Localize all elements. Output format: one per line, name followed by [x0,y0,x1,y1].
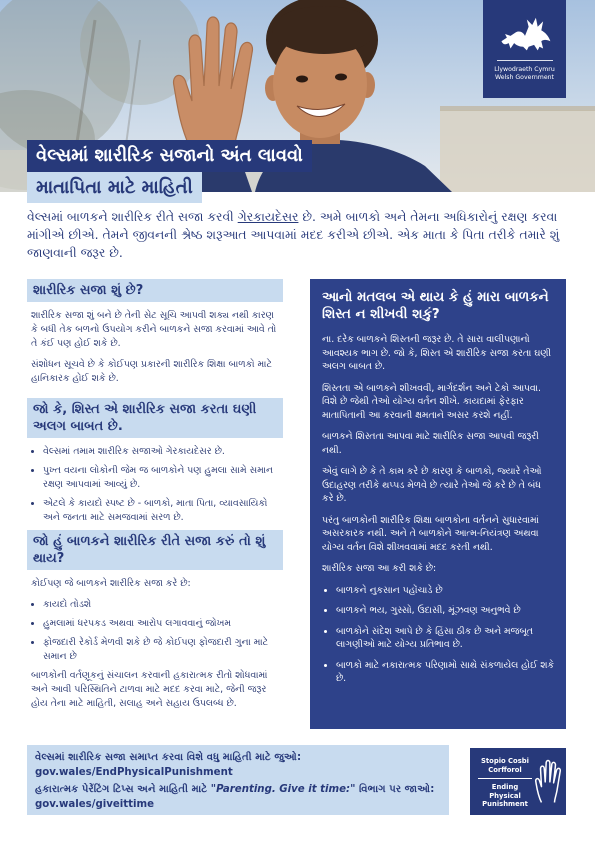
section-heading-what-happens: જો હું બાળકને શારીરિક રીતે સજા કરું તો શું થાય? [27,530,283,570]
tips-row [35,798,441,813]
panel-paragraph: પરંતુ બાળકોની શારીરિક શિક્ષા બાળકોના વર્તનને સુધારવામાં અસરકારક નથી. અને તે બાળકોને આત્મ-નિયંત્રણ અથવા યોગ્ય વર્તન વિશે શીખવવામાં મદદ કરતી નથી. [322,514,539,553]
panel-paragraph: શારીરિક સજા આ કરી શકે છે: [322,563,437,574]
list-item: • બાળકો માટે નકારાત્મક પરિણામો સાથે સંકળાયેલ હોઈ શકે છે. [336,659,554,686]
logo-text-english: Welsh Government [495,74,554,81]
intro-text-start: વેલ્સમાં બાળકને શારીરિક રીતે સજા કરવી [27,209,238,224]
section-paragraph: બાળકોની વર્તણૂકનું સંચાલન કરવાની હકારાત્મક રીતો શોધવામાં અને આવી પરિસ્થિતિને ટાળવા માટે મદદ કરવા માટે, જેની જરૂર હોય તેના માટે માહિતી, સલાહ અને સહાય ઉપલબ્ધ છે. [31,670,268,709]
list-item: • વેલ્સમાં તમામ શારીરિક સજાઓ ગેરકાયદેસર છે. [43,445,279,459]
page-subtitle: માતાપિતા માટે માહિતી [27,172,202,203]
campaign-logo-divider [478,778,532,779]
panel-paragraph: બાળકને શિસ્તતા આપવા માટે શારીરિક સજા આપવી જરૂરી નથી. [322,431,539,456]
end-physical-punishment-link[interactable]: gov.wales/EndPhysicalPunishment [35,766,233,778]
tips-text-end: વિભાગ પર જાઓ: [355,784,435,795]
panel-bullet-list [322,584,554,686]
list-item: • બાળકને નુકસાન પહોંચાડે છે [336,584,554,598]
section-heading-what-is: શારીરિક સજા શું છે? [27,279,283,302]
spacer [27,386,283,398]
list-item: • બાળકોને સંદેશ આપે છે કે હિંસા ઠીક છે અને મજબૂત લાગણીઓ માટે યોગ્ય પ્રતિભાવ છે. [336,625,554,652]
tips-text [35,783,441,798]
list-item: • બાળકને ભય, ગુસ્સો, ઉદાસી, મૂંઝવણ અનુભવે છે [336,604,554,618]
give-it-time-link[interactable]: gov.wales/giveittime [35,798,155,810]
logo-text-welsh: Llywodraeth Cymru [494,66,555,73]
page-title: વેલ્સમાં શારીરિક સજાનો અંત લાવવો [27,140,312,172]
list-item: • હુમલામાં ધરપકડ અથવા આરોપ લગાવવાનું જોખમ [43,617,279,631]
intro-text-end: છે. અમે બાળકો અને તેમના અધિકારોનું રક્ષણ કરવા માંગીએ છીએ. તેમને જીવનની શ્રેષ્ઠ શરૂઆત આપવામાં મદદ કરીએ છીએ. એક માતા કે પિતા તરીકે તમારે શું જાણવાની જરૂર છે. [27,209,560,260]
discipline-panel [310,279,566,729]
list-item: • કાયદો તોડશે [43,598,279,612]
section-paragraph: કોઈપણ જે બાળકને શારીરિક સજા કરે છે: [31,578,191,589]
dragon-icon [496,14,554,54]
tips-quote: "Parenting. Give it time:" [210,784,356,795]
panel-paragraph: એવું લાગે છે કે તે કામ કરે છે કારણ કે બાળકો, જ્યારે તેઓ ઉદાહરણ તરીકે થપ્પડ મેળવે છે ત્યારે તેઓ જે કરે છે તે બંધ કરે છે. [322,466,542,504]
section-heading-discipline: જો કે, શિસ્ત એ શારીરિક સજા કરતા ઘણી અલગ બાબત છે. [27,398,283,438]
campaign-logo-welsh: Stopio Cosbi Corfforol [481,757,529,774]
intro-text-highlight: ગેરકાયદેસર [237,209,299,224]
intro-paragraph [27,208,566,262]
section-paragraph: શારીરિક સજા શું બને છે તેની સેટ સૂચિ આપવી શક્ય નથી કારણ કે બધી તેક બળનો ઉપયોગ કરીને બાળકને સજા કરવામાં આવે તો તે કંઈ પણ હોઈ શકે છે. [31,310,277,349]
section-paragraph: સંશોધન સૂચવે છે કે કોઈપણ પ્રકારની શારીરિક શિક્ષા બાળકો માટે હાનિકારક હોઈ શકે છે. [31,359,272,384]
list-item: • એટલે કે કાયદો સ્પષ્ટ છે - બાળકો, માતા પિતા, વ્યાવસાયિકો અને જનતા માટે સમજવામાં સરળ છે. [43,497,279,525]
panel-paragraph: શિસ્તતા એ બાળકને શીખવવી, માર્ગદર્શન અને ટેકો આપવા. વિશે છે જેથી તેઓ યોગ્ય વર્તન શીખે. કાયદામાં ફેરફાર માતાપિતાની આ કરવાની ક્ષમતાને અસર કરશે નહીં. [322,382,541,421]
ending-physical-punishment-logo [470,748,566,815]
list-item: • પુખ્ત વયના લોકોની જેમ જ બાળકોને પણ હુમલા સામે સમાન રક્ષણ આપવામાં આવ્યું છે. [43,464,279,492]
bullet-list [31,445,279,525]
welsh-government-logo [483,0,566,98]
bullet-list [31,598,279,664]
panel-heading: આનો મતલબ એ થાય કે હું મારા બાળકને શિસ્ત ન શીખવી શકું? [322,290,549,322]
panel-paragraph: ના. દરેક બાળકને શિસ્તની જરૂર છે. તે સારા વાલીપણાનો આવશ્યક ભાગ છે. જો કે, શિસ્ત એ શારીરિક સજા કરતા ઘણી અલગ બાબત છે. [322,334,552,372]
more-info-text: વેલ્સમાં શારીરિક સજા સમાપ્ત કરવા વિશે વધુ માહિતી માટે જુઓ: [35,752,302,763]
list-item: • ફોજદારી રેકોર્ડ મેળવી શકે છે જે કોઈપણ ફોજદારી ગુના માટે સમાન છે [43,636,279,664]
left-column [27,279,283,729]
more-info-row [35,766,441,781]
hand-icon [534,755,562,807]
campaign-logo-english: Ending Physical Punishment [482,783,528,808]
logo-divider [497,60,553,61]
footer-info [27,745,449,815]
tips-text-start: હકારાત્મક પેરેંટિંગ ટિપ્સ અને માહિતી માટે [35,784,211,795]
campaign-logo-text [476,757,534,809]
